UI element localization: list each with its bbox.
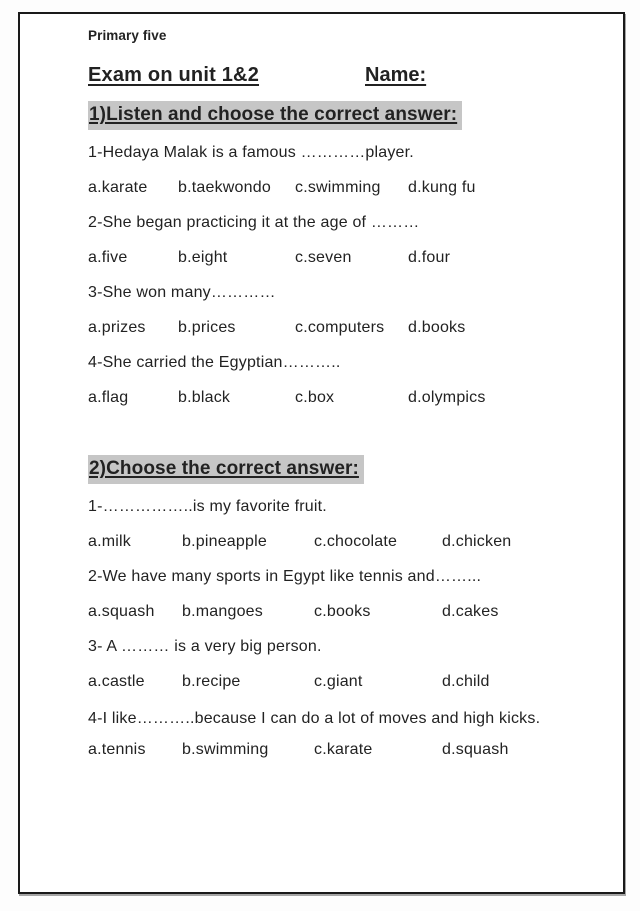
options-row	[88, 739, 603, 761]
option-d: d.kung fu	[408, 179, 476, 196]
option-d: d.cakes	[442, 603, 499, 620]
option-b: b.recipe	[182, 673, 241, 690]
options-row	[88, 387, 603, 409]
option-b: b.pineapple	[182, 533, 267, 550]
option-a: a.tennis	[88, 741, 146, 758]
grade-label: Primary five	[88, 28, 167, 43]
question-text: 3-She won many…………	[88, 284, 276, 301]
option-c: c.chocolate	[314, 533, 398, 550]
option-c: c.swimming	[295, 179, 381, 196]
option-b: b.swimming	[182, 741, 269, 758]
option-d: d.books	[408, 319, 466, 336]
option-d: d.squash	[442, 741, 509, 758]
options-row	[88, 177, 603, 199]
options-row	[88, 531, 603, 553]
section-choose	[88, 455, 603, 761]
section-1-heading: 1)Listen and choose the correct answer:	[88, 101, 462, 130]
option-d: d.olympics	[408, 389, 486, 406]
question-text: 2-We have many sports in Egypt like tennis and……...	[88, 568, 482, 585]
sheet-content	[20, 14, 623, 761]
option-a: a.flag	[88, 389, 129, 406]
options-row	[88, 671, 603, 693]
section-2-heading: 2)Choose the correct answer:	[88, 455, 364, 484]
option-d: d.chicken	[442, 533, 512, 550]
options-row	[88, 317, 603, 339]
option-a: a.squash	[88, 603, 155, 620]
option-c: c.giant	[314, 673, 363, 690]
section-2-heading-row	[88, 455, 603, 484]
question-text: 3- A ……… is a very big person.	[88, 638, 322, 655]
option-d: d.four	[408, 249, 451, 266]
option-b: b.eight	[178, 249, 228, 266]
question-text: 1-……………..is my favorite fruit.	[88, 498, 327, 515]
options-row	[88, 247, 603, 269]
exam-title: Exam on unit 1&2	[88, 64, 260, 86]
question-text: 1-Hedaya Malak is a famous …………player.	[88, 144, 414, 161]
exam-header	[88, 63, 603, 87]
option-c: c.seven	[295, 249, 352, 266]
option-a: a.karate	[88, 179, 148, 196]
section-listen	[88, 101, 603, 409]
section-1-heading-row	[88, 101, 603, 130]
question-text: 4-She carried the Egyptian………..	[88, 354, 341, 371]
option-b: b.black	[178, 389, 231, 406]
option-c: c.books	[314, 603, 371, 620]
name-label: Name:	[365, 64, 427, 86]
option-b: b.prices	[178, 319, 236, 336]
option-a: a.castle	[88, 673, 145, 690]
exam-sheet	[18, 12, 625, 894]
options-row	[88, 601, 603, 623]
option-d: d.child	[442, 673, 490, 690]
option-b: b.mangoes	[182, 603, 263, 620]
question-text: 2-She began practicing it at the age of ………	[88, 214, 420, 231]
option-c: c.karate	[314, 741, 373, 758]
question-text: 4-I like………..because I can do a lot of moves and high kicks.	[88, 710, 541, 727]
option-a: a.five	[88, 249, 128, 266]
option-a: a.prizes	[88, 319, 146, 336]
option-a: a.milk	[88, 533, 131, 550]
option-c: c.computers	[295, 319, 385, 336]
option-b: b.taekwondo	[178, 179, 271, 196]
option-c: c.box	[295, 389, 335, 406]
